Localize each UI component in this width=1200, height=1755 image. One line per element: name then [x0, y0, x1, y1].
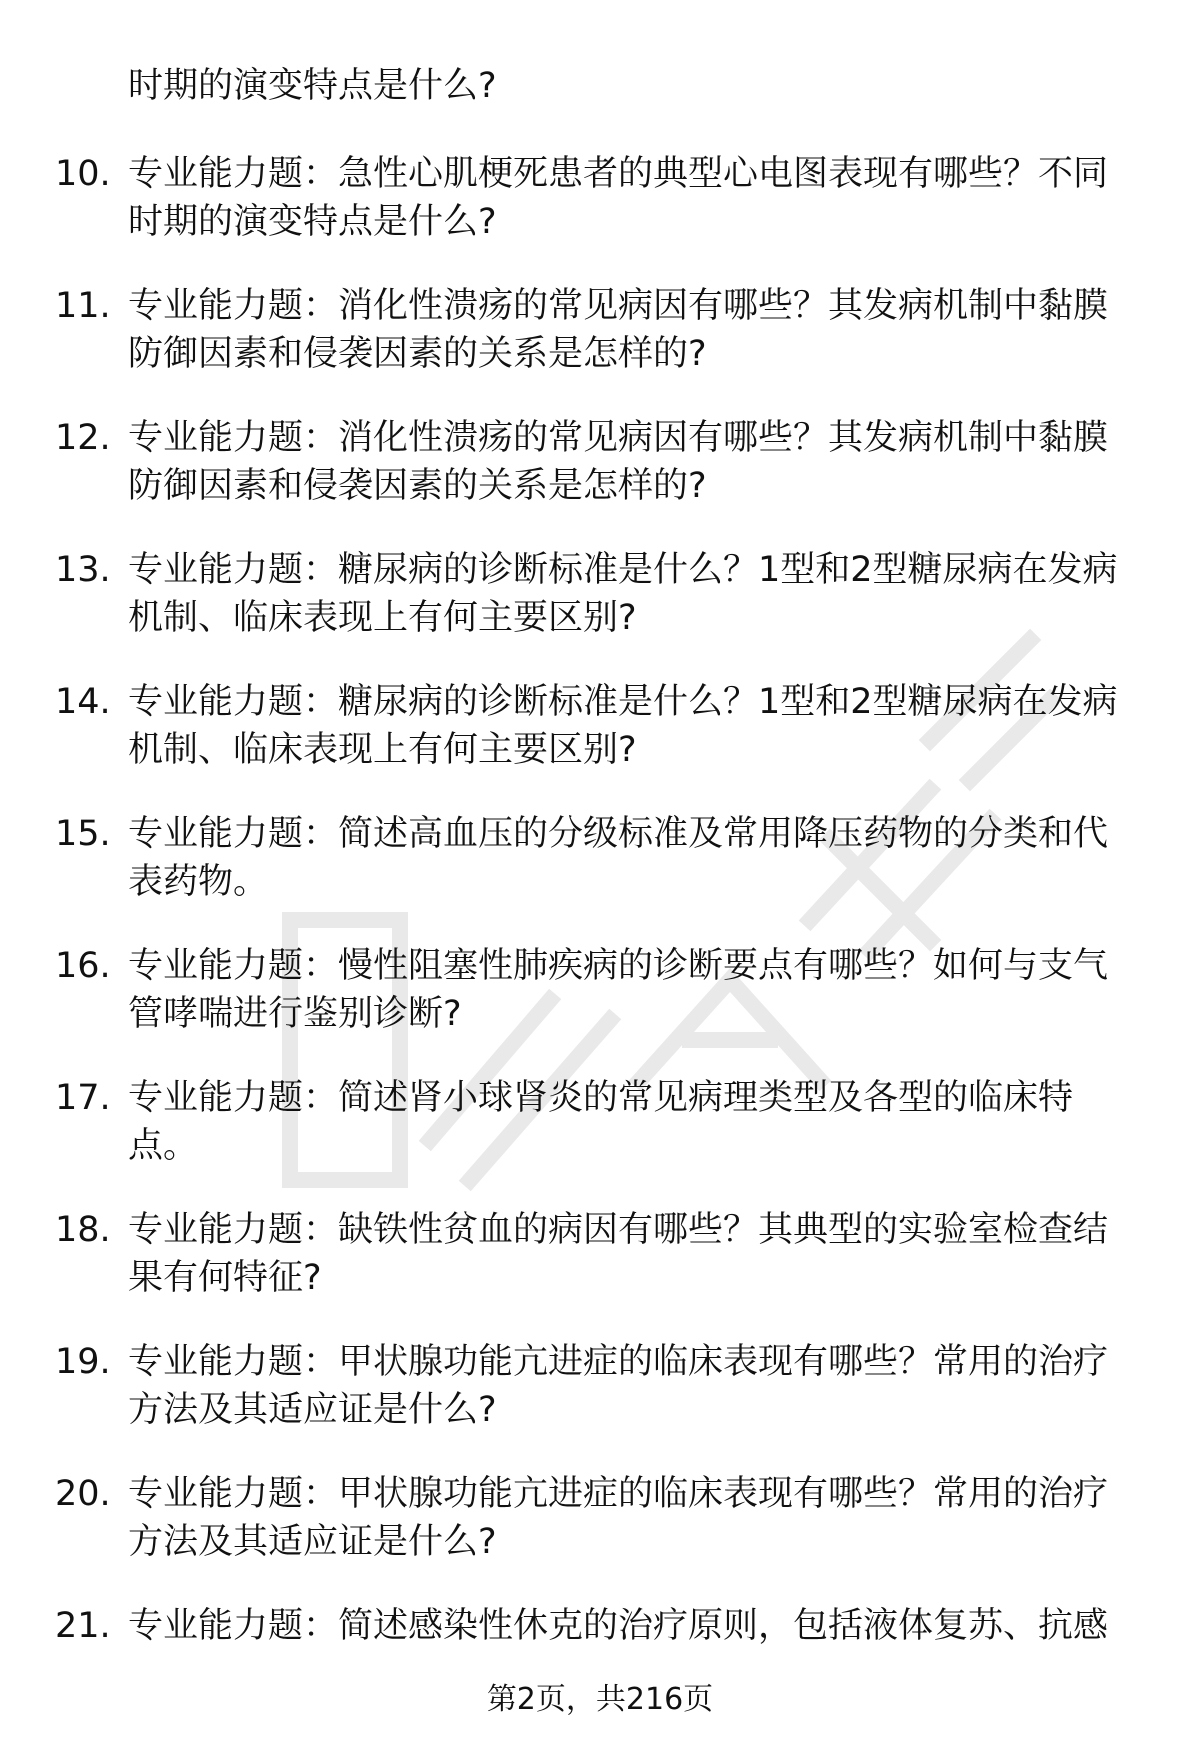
question-number: 16. — [55, 946, 111, 986]
question-text: 专业能力题：消化性溃疡的常见病因有哪些？其发病机制中黏膜防御因素和侵袭因素的关系是怎样的? — [128, 286, 1109, 374]
question-item — [0, 546, 1200, 678]
question-item — [0, 810, 1200, 942]
question-item — [0, 1074, 1200, 1206]
question-number: 18. — [55, 1210, 111, 1250]
question-text: 专业能力题：甲状腺功能亢进症的临床表现有哪些？常用的治疗方法及其适应证是什么? — [128, 1342, 1109, 1430]
question-item — [0, 678, 1200, 810]
page-footer: 第2页，共216页 — [486, 1682, 714, 1717]
question-text: 专业能力题：消化性溃疡的常见病因有哪些？其发病机制中黏膜防御因素和侵袭因素的关系是怎样的? — [128, 418, 1109, 506]
question-text: 专业能力题：简述感染性休克的治疗原则，包括液体复苏、抗感 — [128, 1606, 1109, 1646]
question-number: 20. — [55, 1474, 111, 1514]
question-text: 专业能力题：糖尿病的诊断标准是什么？1型和2型糖尿病在发病机制、临床表现上有何主要区别? — [128, 682, 1118, 770]
question-item — [0, 150, 1200, 282]
question-number: 14. — [55, 682, 111, 722]
question-text: 专业能力题：简述肾小球肾炎的常见病理类型及各型的临床特点。 — [128, 1078, 1074, 1166]
question-number: 17. — [55, 1078, 111, 1118]
question-item — [0, 1470, 1200, 1602]
continuation-text: 时期的演变特点是什么? — [128, 66, 497, 106]
question-item — [0, 282, 1200, 414]
question-item — [0, 942, 1200, 1074]
question-number: 13. — [55, 550, 111, 590]
question-text: 专业能力题：慢性阻塞性肺疾病的诊断要点有哪些？如何与支气管哮喘进行鉴别诊断? — [128, 946, 1109, 1034]
question-text: 专业能力题：甲状腺功能亢进症的临床表现有哪些？常用的治疗方法及其适应证是什么? — [128, 1474, 1109, 1562]
question-number: 11. — [55, 286, 111, 326]
question-list — [0, 150, 1200, 1734]
question-number: 19. — [55, 1342, 111, 1382]
question-text: 专业能力题：简述高血压的分级标准及常用降压药物的分类和代表药物。 — [128, 814, 1109, 902]
question-text: 专业能力题：急性心肌梗死患者的典型心电图表现有哪些？不同时期的演变特点是什么? — [128, 154, 1109, 242]
question-number: 15. — [55, 814, 111, 854]
question-item — [0, 1206, 1200, 1338]
question-item — [0, 1338, 1200, 1470]
question-number: 21. — [55, 1606, 111, 1646]
question-number: 10. — [55, 154, 111, 194]
question-number: 12. — [55, 418, 111, 458]
question-text: 专业能力题：缺铁性贫血的病因有哪些？其典型的实验室检查结果有何特征? — [128, 1210, 1109, 1298]
question-text: 专业能力题：糖尿病的诊断标准是什么？1型和2型糖尿病在发病机制、临床表现上有何主要区别? — [128, 550, 1118, 638]
question-item — [0, 414, 1200, 546]
